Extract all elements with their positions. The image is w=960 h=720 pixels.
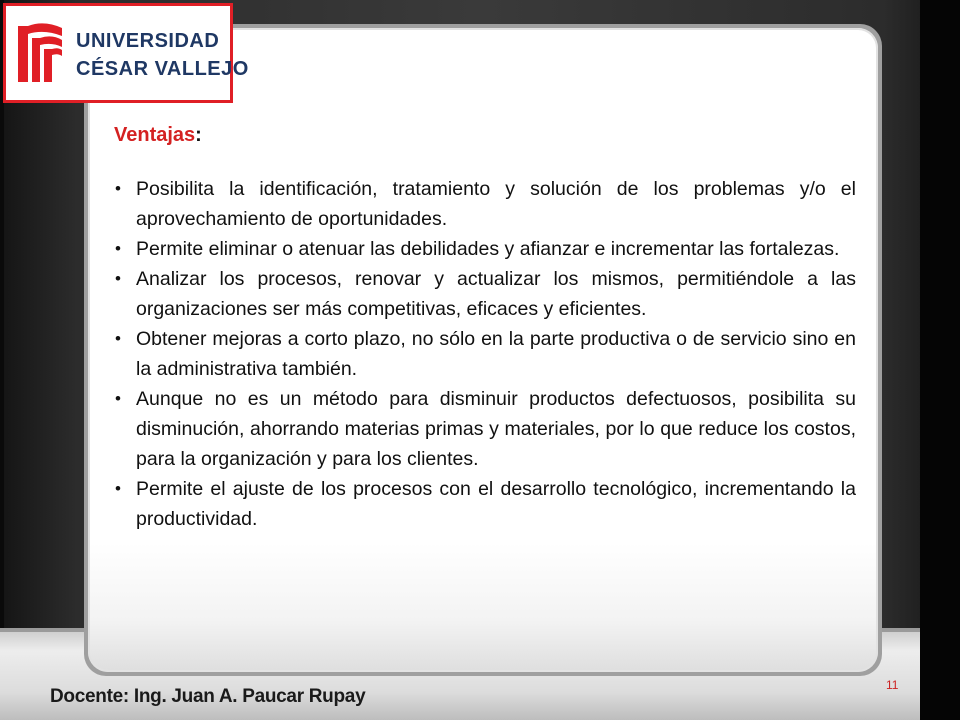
docente-label: Docente: Ing. Juan A. Paucar Rupay (50, 686, 366, 707)
list-item-text: Aunque no es un método para disminuir productos defectuosos, posibilita su disminución, ahorrando materias primas y materiales, por lo que reduce los costos, para la organización y para los clientes. (136, 388, 856, 470)
slide-heading (114, 120, 856, 150)
right-edge-strip (920, 0, 960, 720)
slide-content (114, 120, 856, 534)
list-item-text: Posibilita la identificación, tratamiento y solución de los problemas y/o el aprovechamiento de oportunidades. (136, 178, 856, 230)
left-edge-strip (0, 0, 4, 720)
university-logo (3, 3, 249, 103)
heading-label: Ventajas (114, 124, 196, 146)
page-number: 11 (886, 678, 899, 692)
list-item-text: Obtener mejoras a corto plazo, no sólo en la parte productiva o de servicio sino en la administrativa también. (136, 328, 856, 380)
advantages-list (114, 174, 856, 534)
list-item (114, 384, 856, 474)
bullet-icon: • (115, 239, 121, 258)
list-item (114, 174, 856, 234)
list-item (114, 234, 856, 264)
list-item-text: Analizar los procesos, renovar y actualizar los mismos, permitiéndole a las organizaciones ser más competitivas, eficaces y eficientes. (136, 268, 856, 320)
list-item (114, 264, 856, 324)
heading-colon: : (195, 124, 202, 146)
list-item-text: Permite eliminar o atenuar las debilidades y afianzar e incrementar las fortalezas. (136, 238, 840, 260)
list-item-text: Permite el ajuste de los procesos con el desarrollo tecnológico, incrementando la productividad. (136, 478, 856, 530)
list-item (114, 474, 856, 534)
bullet-icon: • (115, 329, 121, 348)
bullet-icon: • (115, 479, 121, 498)
university-emblem-icon (14, 18, 66, 90)
logo-text-line2: CÉSAR VALLEJO (76, 58, 249, 80)
bullet-icon: • (115, 179, 121, 198)
logo-text-line1: UNIVERSIDAD (76, 30, 220, 52)
bullet-icon: • (115, 269, 121, 288)
bullet-icon: • (115, 389, 121, 408)
list-item (114, 324, 856, 384)
